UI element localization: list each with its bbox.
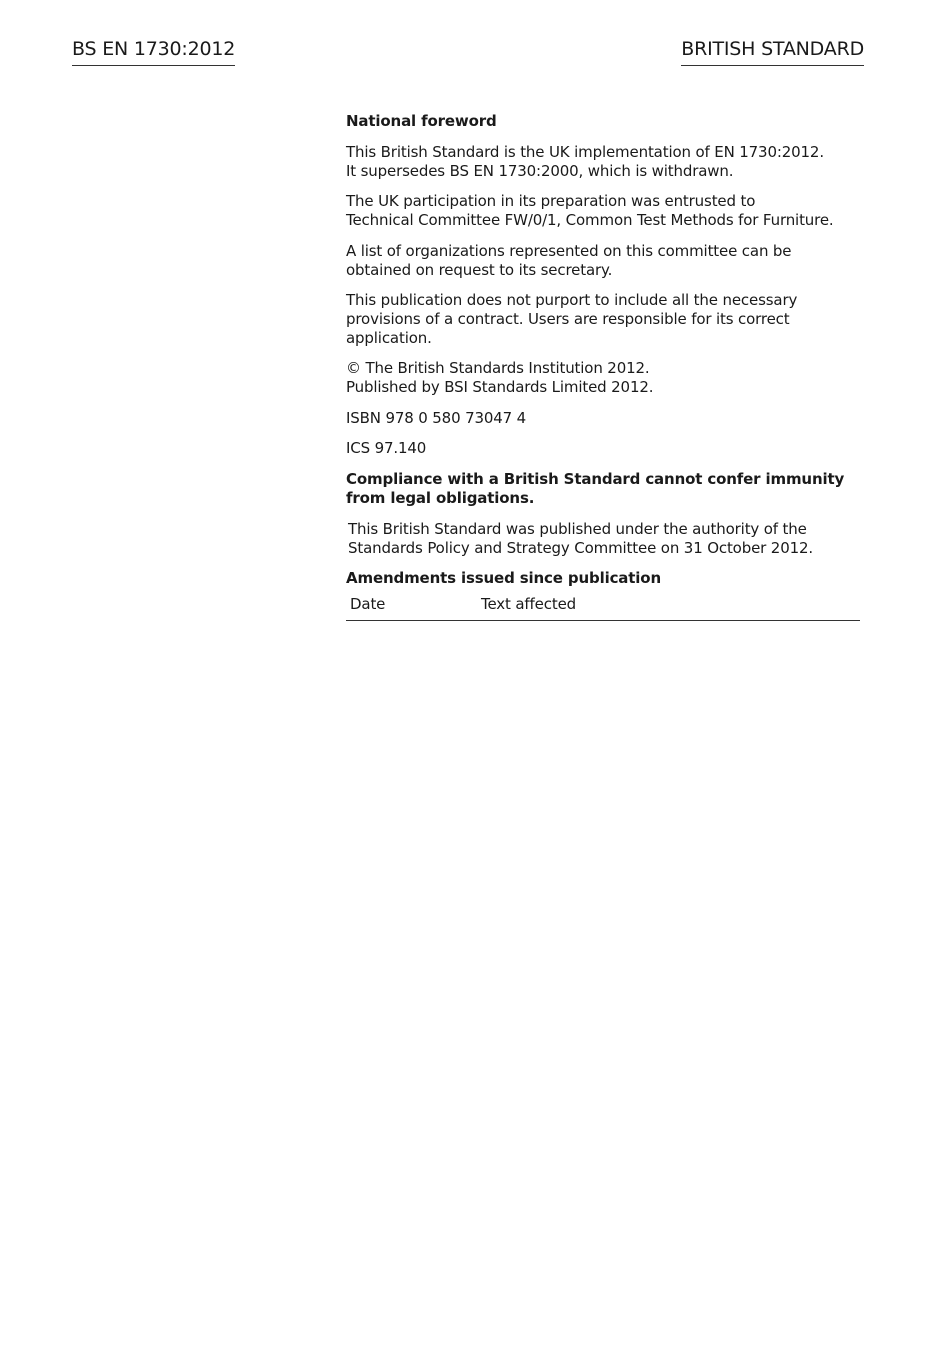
authority-statement: This British Standard was published under the authority of the Standards Policy and Strategy Committee on 31 October 2012.	[348, 520, 813, 557]
amendments-header-row	[346, 595, 860, 621]
foreword-paragraph-implementation: This British Standard is the UK implementation of EN 1730:2012. It supersedes BS EN 1730:2000, which is withdrawn.	[346, 143, 824, 180]
foreword-title: National foreword	[346, 112, 497, 130]
document-code: BS EN 1730:2012	[72, 38, 235, 66]
document-type: BRITISH STANDARD	[681, 38, 864, 66]
foreword-paragraph-organizations: A list of organizations represented on this committee can be obtained on request to its secretary.	[346, 242, 792, 279]
amendments-table	[346, 595, 860, 621]
national-foreword-section	[346, 112, 860, 621]
amendments-column-date: Date	[346, 595, 477, 621]
isbn-number: ISBN 978 0 580 73047 4	[346, 409, 527, 427]
foreword-paragraph-committee: The UK participation in its preparation was entrusted to Technical Committee FW/0/1, Common Test Methods for Furniture.	[346, 192, 834, 229]
amendments-title: Amendments issued since publication	[346, 569, 661, 587]
copyright-notice: © The British Standards Institution 2012. Published by BSI Standards Limited 2012.	[346, 359, 654, 396]
compliance-statement: Compliance with a British Standard cannot confer immunity from legal obligations.	[346, 470, 845, 507]
foreword-paragraph-contract: This publication does not purport to include all the necessary provisions of a contract. Users are responsible for its correct application.	[346, 291, 798, 347]
ics-number: ICS 97.140	[346, 439, 427, 457]
amendments-column-text-affected: Text affected	[477, 595, 860, 621]
